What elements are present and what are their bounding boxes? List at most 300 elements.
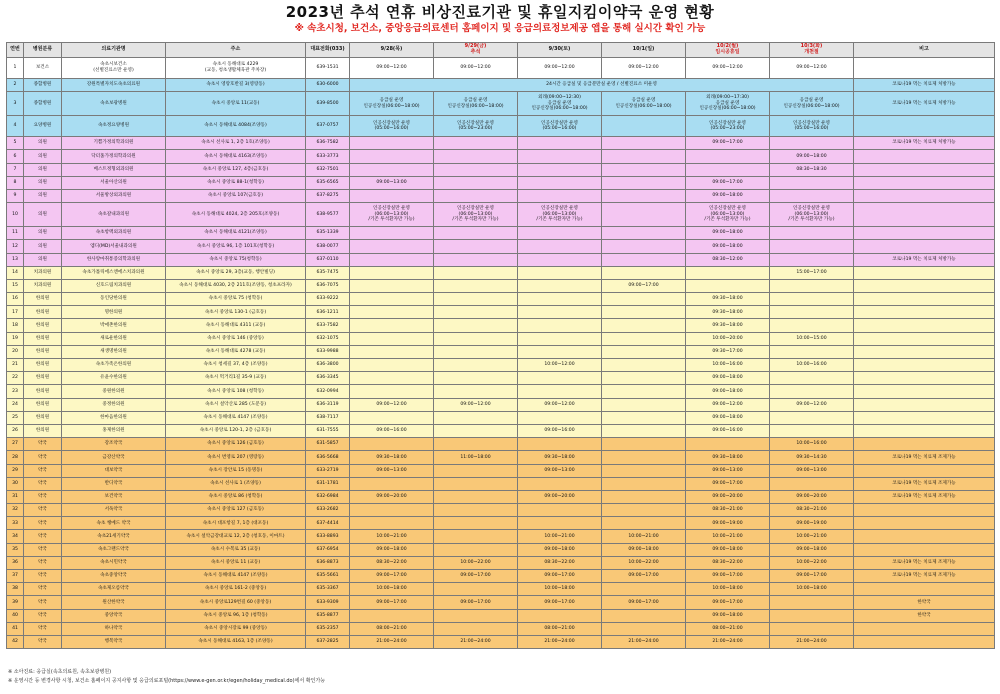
hours-0928: 08:00~21:00 bbox=[350, 622, 434, 635]
hours-1001 bbox=[602, 240, 686, 253]
row-remark bbox=[854, 332, 995, 345]
hours-0929 bbox=[434, 332, 518, 345]
hours-1001 bbox=[602, 253, 686, 266]
hours-1002 bbox=[686, 438, 770, 451]
hours-1003: 09:00~19:00 bbox=[770, 517, 854, 530]
hours-1002: 09:00~13:00 bbox=[686, 464, 770, 477]
hours-1001: 10:00~21:00 bbox=[602, 530, 686, 543]
hours-1003: 인공신장실만 운영 (05:00~16:00) bbox=[770, 116, 854, 137]
row-category: 요양병원 bbox=[24, 116, 62, 137]
facility-address: 속초시 중앙로129번길 60 (중앙동) bbox=[166, 596, 306, 609]
facility-name: 박애촌한의원 bbox=[62, 319, 166, 332]
table-row bbox=[7, 345, 995, 358]
row-category: 약국 bbox=[24, 622, 62, 635]
facility-name: 서울아산의원 bbox=[62, 176, 166, 189]
facility-name: 금강산약국 bbox=[62, 451, 166, 464]
facility-address: 속초시 중앙로 126 (금호동) bbox=[166, 438, 306, 451]
hours-0930 bbox=[518, 253, 602, 266]
hours-0929 bbox=[434, 583, 518, 596]
table-row bbox=[7, 451, 995, 464]
header-remark: 비고 bbox=[854, 43, 995, 58]
facility-name: 속초중앙약국 bbox=[62, 570, 166, 583]
facility-name: 중앙약국 bbox=[62, 609, 166, 622]
table-row bbox=[7, 464, 995, 477]
row-number: 26 bbox=[7, 424, 24, 437]
hours-1001: 09:00~17:00 bbox=[602, 279, 686, 292]
row-category: 의원 bbox=[24, 189, 62, 202]
facility-phone: 632-1075 bbox=[306, 332, 350, 345]
footnote-changes: ※ 운영시간 등 변경사항 시청, 보건소 홈페이지 공지사항 및 응급의료포털(https://www.e-gen.or.kr/egen/holiday_medical.do)에서 확인가능 bbox=[8, 678, 326, 684]
table-row bbox=[7, 596, 995, 609]
hours-0929 bbox=[434, 504, 518, 517]
hours-1003 bbox=[770, 622, 854, 635]
hours-1002: 09:00~18:00 bbox=[686, 372, 770, 385]
facility-name: 명한의원 bbox=[62, 306, 166, 319]
table-row bbox=[7, 176, 995, 189]
facility-phone: 635-6565 bbox=[306, 176, 350, 189]
row-remark bbox=[854, 58, 995, 79]
row-number: 32 bbox=[7, 504, 24, 517]
footnote-pediatric: ※ 소아진료: 응급실(속초의료원, 속초보광병원) bbox=[8, 669, 112, 675]
facility-name: 속초항맥외과의원 bbox=[62, 227, 166, 240]
facility-phone: 635-5661 bbox=[306, 570, 350, 583]
hours-0928 bbox=[350, 411, 434, 424]
facility-name: 행복약국 bbox=[62, 635, 166, 648]
row-category: 한의원 bbox=[24, 359, 62, 372]
hours-0928 bbox=[350, 504, 434, 517]
row-category: 약국 bbox=[24, 635, 62, 648]
row-number: 37 bbox=[7, 570, 24, 583]
header-1001: 10/1(일) bbox=[602, 43, 686, 58]
row-number: 5 bbox=[7, 137, 24, 150]
row-number: 27 bbox=[7, 438, 24, 451]
hours-1001 bbox=[602, 319, 686, 332]
hours-0930: 08:00~21:00 bbox=[518, 622, 602, 635]
row-remark: 코로나19 먹는 치료제 처방가능 bbox=[854, 79, 995, 92]
hours-0929: 09:00~17:00 bbox=[434, 596, 518, 609]
hours-0930: 인공신장실만 운영 (05:00~16:00) bbox=[518, 116, 602, 137]
hours-0928: 인공신장실만 운영 (05:00~16:00) bbox=[350, 116, 434, 137]
row-category: 약국 bbox=[24, 490, 62, 503]
hours-0928 bbox=[350, 293, 434, 306]
facility-phone: 637-0757 bbox=[306, 116, 350, 137]
facility-name: 대보약국 bbox=[62, 464, 166, 477]
hours-0929 bbox=[434, 293, 518, 306]
facility-address: 속초시 동해대로 4084(조양동) bbox=[166, 116, 306, 137]
facility-name: 서울방상외과의원 bbox=[62, 189, 166, 202]
facility-name: 신호드림치과의원 bbox=[62, 279, 166, 292]
hours-1003: 10:00~16:00 bbox=[770, 438, 854, 451]
hours-1001: 10:00~22:00 bbox=[602, 556, 686, 569]
facility-phone: 637-0110 bbox=[306, 253, 350, 266]
hours-1003 bbox=[770, 306, 854, 319]
facility-phone: 633-8893 bbox=[306, 530, 350, 543]
hours-1001 bbox=[602, 189, 686, 202]
hours-1003 bbox=[770, 411, 854, 424]
hours-0930 bbox=[518, 609, 602, 622]
hours-0930 bbox=[518, 477, 602, 490]
hours-1001 bbox=[602, 306, 686, 319]
row-number: 36 bbox=[7, 556, 24, 569]
row-remark bbox=[854, 176, 995, 189]
hours-0929 bbox=[434, 306, 518, 319]
hours-1002: 21:00~24:00 bbox=[686, 635, 770, 648]
table-row bbox=[7, 372, 995, 385]
hours-1001 bbox=[602, 622, 686, 635]
facility-name: 강조약국 bbox=[62, 438, 166, 451]
hours-1001: 21:00~24:00 bbox=[602, 635, 686, 648]
page-subtitle: ※ 속초시청, 보건소, 중앙응급의료센터 홈페이지 및 응급의료정보제공 앱을 통해 실시간 확인 가능 bbox=[294, 23, 706, 34]
facility-name: 새생명한의원 bbox=[62, 345, 166, 358]
row-category: 보건소 bbox=[24, 58, 62, 79]
row-remark: 한약국 bbox=[854, 596, 995, 609]
hours-1001 bbox=[602, 398, 686, 411]
hours-0930 bbox=[518, 332, 602, 345]
hours-1002: 09:00~12:00 bbox=[686, 58, 770, 79]
hours-1003: 09:00~12:00 bbox=[770, 58, 854, 79]
hours-1001 bbox=[602, 411, 686, 424]
row-number: 11 bbox=[7, 227, 24, 240]
hours-1002: 09:00~17:00 bbox=[686, 176, 770, 189]
facility-name: 속초정요양병원 bbox=[62, 116, 166, 137]
hours-1002: 08:00~21:00 bbox=[686, 622, 770, 635]
hours-1001 bbox=[602, 372, 686, 385]
hours-1002 bbox=[686, 150, 770, 163]
row-remark: 코로나19 먹는 치료제 조제가능 bbox=[854, 556, 995, 569]
hours-1002: 10:00~20:00 bbox=[686, 332, 770, 345]
hours-0930: 10:00~21:00 bbox=[518, 530, 602, 543]
hours-1003: 15:00~17:00 bbox=[770, 266, 854, 279]
hours-0930 bbox=[518, 319, 602, 332]
row-category: 한의원 bbox=[24, 398, 62, 411]
hours-0928: 09:00~20:00 bbox=[350, 490, 434, 503]
hours-0928 bbox=[350, 253, 434, 266]
row-category: 치과의원 bbox=[24, 266, 62, 279]
row-number: 15 bbox=[7, 279, 24, 292]
facility-address: 속초시 먹거리1길 35-9 (교동) bbox=[166, 372, 306, 385]
schedule-table-wrapper bbox=[6, 42, 994, 649]
hours-0930 bbox=[518, 306, 602, 319]
row-number: 30 bbox=[7, 477, 24, 490]
hours-1001: 09:00~12:00 bbox=[602, 58, 686, 79]
hours-1002: 08:30~12:00 bbox=[686, 253, 770, 266]
row-number: 34 bbox=[7, 530, 24, 543]
row-category: 약국 bbox=[24, 596, 62, 609]
row-category: 약국 bbox=[24, 543, 62, 556]
hours-0928: 09:00~13:00 bbox=[350, 464, 434, 477]
hours-1002 bbox=[686, 163, 770, 176]
table-row bbox=[7, 359, 995, 372]
row-remark bbox=[854, 189, 995, 202]
hours-1003: 09:00~17:00 bbox=[770, 570, 854, 583]
hours-1003 bbox=[770, 227, 854, 240]
facility-phone: 631-5857 bbox=[306, 438, 350, 451]
hours-1003 bbox=[770, 253, 854, 266]
facility-phone: 631-1781 bbox=[306, 477, 350, 490]
hours-0930: 09:00~16:00 bbox=[518, 424, 602, 437]
hours-1002: 09:00~18:00 bbox=[686, 240, 770, 253]
row-category: 의원 bbox=[24, 137, 62, 150]
row-number: 4 bbox=[7, 116, 24, 137]
hours-0929 bbox=[434, 622, 518, 635]
facility-address: 속초시 장안로 15 (동명동) bbox=[166, 464, 306, 477]
row-number: 18 bbox=[7, 319, 24, 332]
facility-name: 기쁨가정의학과의원 bbox=[62, 137, 166, 150]
row-category: 약국 bbox=[24, 504, 62, 517]
hours-1002: 09:00~16:00 bbox=[686, 424, 770, 437]
row-number: 17 bbox=[7, 306, 24, 319]
facility-phone: 635-2357 bbox=[306, 622, 350, 635]
row-remark bbox=[854, 266, 995, 279]
hours-0930 bbox=[518, 176, 602, 189]
facility-name: 속초보광병원 bbox=[62, 92, 166, 116]
facility-phone: 633-9988 bbox=[306, 345, 350, 358]
hours-0928 bbox=[350, 517, 434, 530]
facility-phone: 638-0077 bbox=[306, 240, 350, 253]
hours-1001 bbox=[602, 332, 686, 345]
row-category: 약국 bbox=[24, 451, 62, 464]
hours-0930: 09:30~18:00 bbox=[518, 451, 602, 464]
hours-1001 bbox=[602, 424, 686, 437]
row-remark bbox=[854, 464, 995, 477]
hours-0930 bbox=[518, 266, 602, 279]
hours-1002: 10:00~21:00 bbox=[686, 530, 770, 543]
row-remark bbox=[854, 517, 995, 530]
facility-address: 속초시 중앙로 11 (교동) bbox=[166, 556, 306, 569]
hours-0930 bbox=[518, 438, 602, 451]
hours-1003: 09:00~20:00 bbox=[770, 490, 854, 503]
row-number: 40 bbox=[7, 609, 24, 622]
facility-phone: 636-3345 bbox=[306, 372, 350, 385]
hours-0928: 09:00~12:00 bbox=[350, 58, 434, 79]
hours-0929: 11:00~18:00 bbox=[434, 451, 518, 464]
hours-0930: 10:00~12:00 bbox=[518, 359, 602, 372]
facility-address: 속초시 동해대로 4278 (교동) bbox=[166, 345, 306, 358]
row-category: 한의원 bbox=[24, 372, 62, 385]
row-remark bbox=[854, 319, 995, 332]
hours-1001: 09:00~18:00 bbox=[602, 543, 686, 556]
hours-1002 bbox=[686, 279, 770, 292]
row-number: 33 bbox=[7, 517, 24, 530]
table-row bbox=[7, 137, 995, 150]
hours-0930: 09:00~12:00 bbox=[518, 398, 602, 411]
hours-0930 bbox=[518, 150, 602, 163]
facility-phone: 633-9222 bbox=[306, 293, 350, 306]
facility-name: 속초그랜드약국 bbox=[62, 543, 166, 556]
hours-1002: 09:00~17:00 bbox=[686, 137, 770, 150]
hours-1002: 인공신장실만 운영 (05:00~23:00) bbox=[686, 116, 770, 137]
hours-0929 bbox=[434, 345, 518, 358]
hours-0930 bbox=[518, 189, 602, 202]
hours-1001 bbox=[602, 116, 686, 137]
row-number: 29 bbox=[7, 464, 24, 477]
table-row bbox=[7, 279, 995, 292]
hours-1003: 08:30~21:00 bbox=[770, 504, 854, 517]
hours-0930: 09:00~17:00 bbox=[518, 570, 602, 583]
facility-address: 속초시 중앙로 108 (청학동) bbox=[166, 385, 306, 398]
hours-1001 bbox=[602, 266, 686, 279]
hours-0930 bbox=[518, 345, 602, 358]
row-number: 22 bbox=[7, 372, 24, 385]
hours-1003 bbox=[770, 319, 854, 332]
row-category: 의원 bbox=[24, 227, 62, 240]
hours-0929 bbox=[434, 424, 518, 437]
hours-1003: 09:00~13:00 bbox=[770, 464, 854, 477]
hours-0929 bbox=[434, 189, 518, 202]
hours-0930: 09:00~20:00 bbox=[518, 490, 602, 503]
facility-phone: 633-7582 bbox=[306, 319, 350, 332]
facility-name: 서독약국 bbox=[62, 504, 166, 517]
hours-1003 bbox=[770, 372, 854, 385]
hours-0929: 응급실 운영 인공신장실(06:00~18:00) bbox=[434, 92, 518, 116]
table-row bbox=[7, 150, 995, 163]
hours-1003 bbox=[770, 293, 854, 306]
row-category: 약국 bbox=[24, 464, 62, 477]
hours-0928 bbox=[350, 332, 434, 345]
hours-1002: 09:00~17:00 bbox=[686, 570, 770, 583]
hours-0930 bbox=[518, 411, 602, 424]
facility-name: 새로운한의원 bbox=[62, 332, 166, 345]
row-category: 한의원 bbox=[24, 293, 62, 306]
hours-1001 bbox=[602, 385, 686, 398]
table-row bbox=[7, 293, 995, 306]
row-remark bbox=[854, 504, 995, 517]
facility-phone: 637-2825 bbox=[306, 635, 350, 648]
row-number: 8 bbox=[7, 176, 24, 189]
table-header-row bbox=[7, 43, 995, 58]
table-row bbox=[7, 635, 995, 648]
table-row bbox=[7, 385, 995, 398]
table-row bbox=[7, 266, 995, 279]
hours-0929 bbox=[434, 176, 518, 189]
facility-name: 닥터홈가정의학과의원 bbox=[62, 150, 166, 163]
facility-phone: 637-8275 bbox=[306, 189, 350, 202]
row-remark bbox=[854, 438, 995, 451]
row-category: 의원 bbox=[24, 163, 62, 176]
row-number: 20 bbox=[7, 345, 24, 358]
facility-phone: 639-8500 bbox=[306, 92, 350, 116]
hours-1003: 10:00~15:00 bbox=[770, 332, 854, 345]
row-category: 종합병원 bbox=[24, 79, 62, 92]
facility-phone: 630-6000 bbox=[306, 79, 350, 92]
facility-address: 속초시 동해대로 4163(조양동) bbox=[166, 150, 306, 163]
header-category: 병원분류 bbox=[24, 43, 62, 58]
hours-0928 bbox=[350, 137, 434, 150]
facility-name: 속초가톨릭에스앤에스치과의원 bbox=[62, 266, 166, 279]
hours-0929 bbox=[434, 359, 518, 372]
hours-1002: 09:30~18:00 bbox=[686, 306, 770, 319]
row-number: 6 bbox=[7, 150, 24, 163]
facility-address: 속초시 중앙로 161-2 (중앙동) bbox=[166, 583, 306, 596]
hours-0928 bbox=[350, 306, 434, 319]
header-address: 주소 bbox=[166, 43, 306, 58]
hours-1002: 09:30~17:00 bbox=[686, 345, 770, 358]
row-category: 한의원 bbox=[24, 306, 62, 319]
hours-1002: 09:30~18:00 bbox=[686, 451, 770, 464]
row-category: 치과의원 bbox=[24, 279, 62, 292]
row-remark: 코로나19 먹는 치료제 조제가능 bbox=[854, 477, 995, 490]
hours-0929 bbox=[434, 490, 518, 503]
hours-1002: 09:00~20:00 bbox=[686, 490, 770, 503]
hours-1002: 09:30~18:00 bbox=[686, 319, 770, 332]
hours-1001 bbox=[602, 203, 686, 227]
facility-name: 반디약국 bbox=[62, 477, 166, 490]
row-remark: 코로나19 먹는 치료제 조제가능 bbox=[854, 451, 995, 464]
hours-1002: 09:00~17:00 bbox=[686, 477, 770, 490]
facility-address: 속초시 중앙로 127, 4층(금호동) bbox=[166, 163, 306, 176]
hours-1001 bbox=[602, 163, 686, 176]
row-remark bbox=[854, 150, 995, 163]
hours-0929 bbox=[434, 609, 518, 622]
hours-0929 bbox=[434, 464, 518, 477]
hours-0929 bbox=[434, 227, 518, 240]
facility-address: 속초시 대포항길 7, 1층 (대포동) bbox=[166, 517, 306, 530]
facility-address: 속초시 중앙로 11(교동) bbox=[166, 92, 306, 116]
table-row bbox=[7, 424, 995, 437]
hours-0928 bbox=[350, 359, 434, 372]
facility-phone: 636-7075 bbox=[306, 279, 350, 292]
row-category: 약국 bbox=[24, 477, 62, 490]
hours-0930: 09:00~18:00 bbox=[518, 543, 602, 556]
hours-1002: 08:30~21:00 bbox=[686, 504, 770, 517]
row-category: 의원 bbox=[24, 203, 62, 227]
hours-0929 bbox=[434, 411, 518, 424]
hours-1003 bbox=[770, 240, 854, 253]
table-row bbox=[7, 556, 995, 569]
hours-0930: 21:00~24:00 bbox=[518, 635, 602, 648]
facility-name: 속초제오름약국 bbox=[62, 583, 166, 596]
table-row bbox=[7, 438, 995, 451]
hours-1001 bbox=[602, 464, 686, 477]
row-number: 39 bbox=[7, 596, 24, 609]
page-title: 2023년 추석 연휴 비상진료기관 및 휴일지킴이약국 운영 현황 bbox=[285, 3, 715, 21]
hours-1002: 09:00~18:00 bbox=[686, 385, 770, 398]
hours-all-days: 24시간 응급실 및 응급분만실 운영 / 선별진료소 미운영 bbox=[350, 79, 854, 92]
header-0930: 9/30(토) bbox=[518, 43, 602, 58]
facility-name: 유윤수한의원 bbox=[62, 372, 166, 385]
row-remark: 코로나19 먹는 치료제 조제가능 bbox=[854, 570, 995, 583]
facility-phone: 632-0994 bbox=[306, 385, 350, 398]
hours-1001 bbox=[602, 293, 686, 306]
hours-0928 bbox=[350, 150, 434, 163]
hours-0928 bbox=[350, 319, 434, 332]
hours-1003: 10:00~21:00 bbox=[770, 530, 854, 543]
row-category: 한의원 bbox=[24, 411, 62, 424]
hours-0928 bbox=[350, 477, 434, 490]
facility-phone: 632-6984 bbox=[306, 490, 350, 503]
hours-1001 bbox=[602, 504, 686, 517]
hours-1001 bbox=[602, 451, 686, 464]
facility-address: 속초시 동해대로 4024, 2층 205호(조양동) bbox=[166, 203, 306, 227]
row-remark bbox=[854, 424, 995, 437]
row-category: 한의원 bbox=[24, 385, 62, 398]
row-remark bbox=[854, 398, 995, 411]
hours-1003: 09:00~18:00 bbox=[770, 150, 854, 163]
hours-1001: 응급실 운영 인공신장실(06:00~18:00) bbox=[602, 92, 686, 116]
hours-0929 bbox=[434, 530, 518, 543]
facility-name: 속초가족온한의원 bbox=[62, 359, 166, 372]
hours-0928: 응급실 운영 인공신장실(06:00~18:00) bbox=[350, 92, 434, 116]
row-number: 19 bbox=[7, 332, 24, 345]
hours-1003: 10:00~16:00 bbox=[770, 359, 854, 372]
hours-1002: 09:00~18:00 bbox=[686, 543, 770, 556]
table-row bbox=[7, 622, 995, 635]
row-category: 한의원 bbox=[24, 345, 62, 358]
facility-address: 속초시 동해대로 4163, 1층 (조양동) bbox=[166, 635, 306, 648]
row-number: 16 bbox=[7, 293, 24, 306]
hours-1002: 09:00~17:00 bbox=[686, 596, 770, 609]
hours-0928 bbox=[350, 266, 434, 279]
